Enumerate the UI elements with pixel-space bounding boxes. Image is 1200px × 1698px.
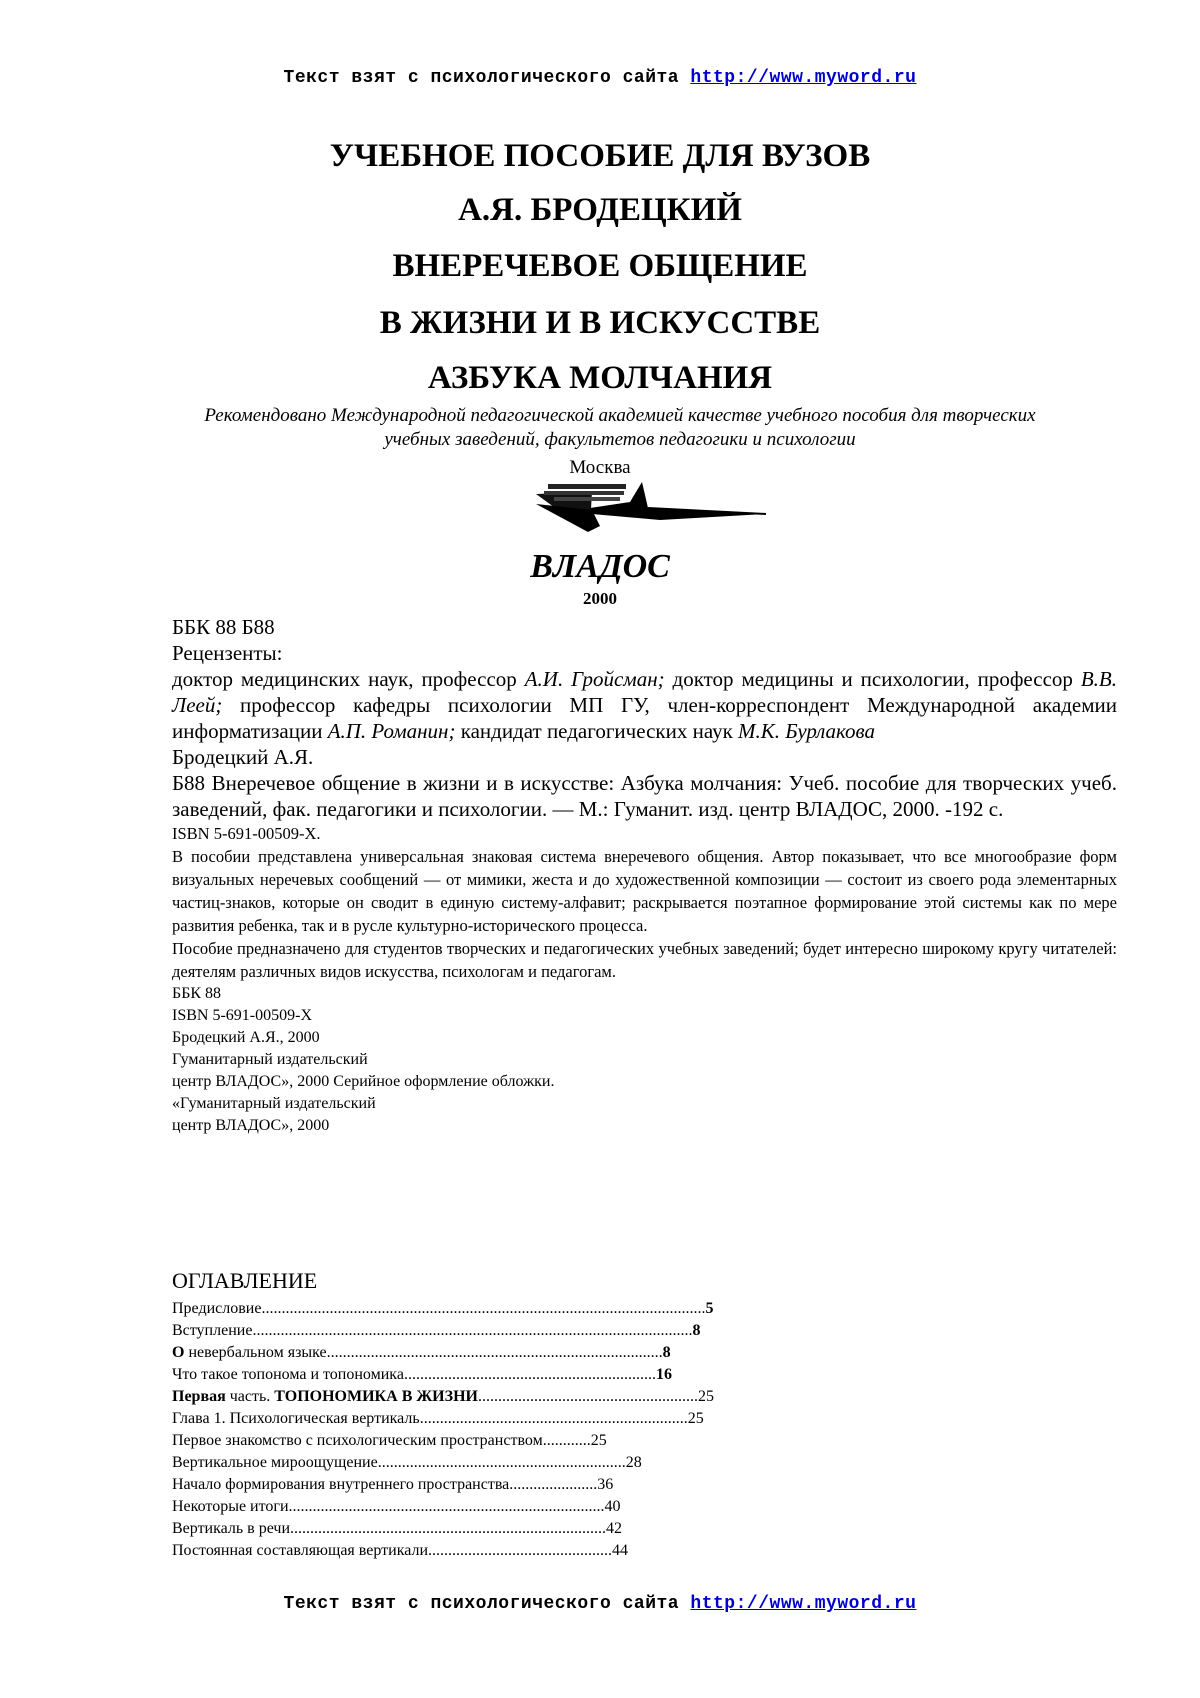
source-banner-text: Текст взят с психологического сайта	[283, 68, 680, 88]
reviewers-text: доктор медицинских наук, профессор А.И. Гройсман; доктор медицины и психологии, профессор В.В. Леей; профессор кафедры психологии МП ГУ, член-корреспондент Международной академии информатизации А.П. Романин; кандидат педагогических наук М.К. Бурлакова	[172, 667, 1117, 743]
toc-item[interactable]: Первое знакомство с психологическим пространством............25	[172, 1432, 607, 1449]
source-link[interactable]: http://www.myword.ru	[690, 68, 917, 88]
publisher-logo	[530, 474, 770, 554]
bbk-code: ББК 88 Б88	[172, 615, 275, 639]
toc-title: ОГЛАВЛЕНИЕ	[172, 1268, 318, 1293]
toc-item[interactable]: Предисловие...............................................................................................................5	[172, 1300, 714, 1317]
source-banner-top	[0, 68, 1200, 88]
title-line-1: УЧЕБНОЕ ПОСОБИЕ ДЛЯ ВУЗОВ	[329, 138, 871, 174]
author-name: Бродецкий А.Я.	[172, 745, 314, 769]
isbn-2: ISBN 5-691-00509-X	[172, 1007, 312, 1024]
toc-item[interactable]: Вертикаль в речи...............................................................................42	[172, 1520, 623, 1537]
toc-item[interactable]: Некоторые итоги...............................................................................40	[172, 1498, 621, 1515]
citation: Б88 Внеречевое общение в жизни и в искусстве: Азбука молчания: Учеб. пособие для творческих учеб. заведений, фак. педагогики и психологии. — М.: Гуманит. изд. центр ВЛАДОС, 2000. -192 с.	[172, 771, 1117, 821]
publication-year: 2000	[583, 589, 617, 608]
reviewers-label: Рецензенты:	[172, 641, 283, 665]
copyright-line-1: Бродецкий А.Я., 2000	[172, 1029, 320, 1046]
publisher-name: ВЛАДОС	[530, 548, 670, 585]
abstract-paragraph-1: В пособии представлена универсальная знаковая система внеречевого общения. Автор показывает, что все многообразие форм визуальных неречевых сообщений — от мимики, жеста и до художественной композиции — состоит из своего рода элементарных частиц-знаков, которые он сводит в единую систему-алфавит; раскрывается поэтапное формирование этой системы как по мере развития ребенка, так и в русле культурно-исторического процесса.	[172, 847, 1117, 935]
copyright-line-4: «Гуманитарный издательский	[172, 1095, 376, 1112]
title-line-5: АЗБУКА МОЛЧАНИЯ	[427, 360, 773, 396]
toc-item[interactable]: Глава 1. Психологическая вертикаль...................................................................25	[172, 1410, 704, 1427]
title-line-3: ВНЕРЕЧЕВОЕ ОБЩЕНИЕ	[392, 248, 808, 284]
copyright-line-5: центр ВЛАДОС», 2000	[172, 1117, 330, 1134]
toc-heading-wrap	[172, 1268, 1117, 1294]
city: Москва	[569, 457, 631, 478]
recommendation-note: Рекомендовано Международной педагогической академией качестве учебного пособия для творческих учебных заведений, факультетов педагогики и психологии	[204, 405, 1036, 450]
table-of-contents	[172, 1298, 714, 1562]
source-link[interactable]: http://www.myword.ru	[690, 1594, 917, 1614]
toc-item[interactable]: Постоянная составляющая вертикали..............................................44	[172, 1542, 629, 1559]
toc-item[interactable]: Что такое топонома и топономика...............................................................16	[172, 1366, 672, 1383]
toc-item[interactable]: О невербальном языке....................................................................................8	[172, 1344, 671, 1361]
toc-item[interactable]: Первая часть. ТОПОНОМИКА В ЖИЗНИ.......................................................25	[172, 1388, 714, 1405]
title-line-4: В ЖИЗНИ И В ИСКУССТВЕ	[379, 305, 821, 341]
imprint-block	[172, 614, 1117, 1137]
toc-item[interactable]: Начало формирования внутреннего пространства......................36	[172, 1476, 614, 1493]
copyright-line-3: центр ВЛАДОС», 2000 Серийное оформление обложки.	[172, 1073, 555, 1090]
copyright-line-2: Гуманитарный издательский	[172, 1051, 368, 1068]
bbk-code-2: ББК 88	[172, 985, 222, 1002]
source-banner-text: Текст взят с психологического сайта	[283, 1594, 680, 1614]
toc-item[interactable]: Вертикальное мироощущение..............................................................28	[172, 1454, 642, 1471]
isbn-1: ISBN 5-691-00509-X.	[172, 824, 321, 843]
abstract-paragraph-2: Пособие предназначено для студентов творческих и педагогических учебных заведений; будет интересно широкому кругу читателей: деятелям различных видов искусства, психологам и педагогам.	[172, 939, 1117, 981]
title-author: А.Я. БРОДЕЦКИЙ	[458, 192, 742, 228]
source-banner-bottom	[0, 1594, 1200, 1614]
toc-item[interactable]: Вступление..............................................................................................................8	[172, 1322, 701, 1339]
